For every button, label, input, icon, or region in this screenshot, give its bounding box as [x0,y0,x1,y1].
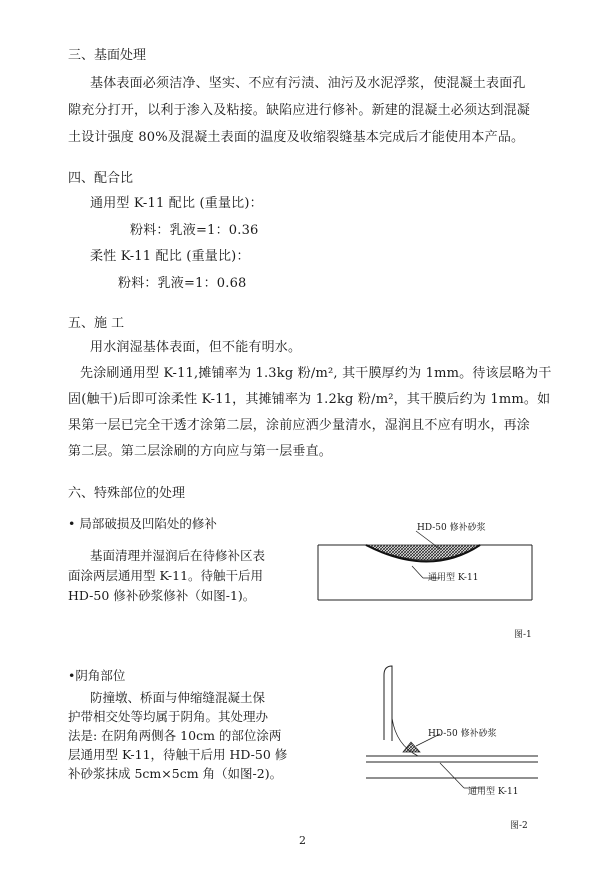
flexible-ratio-label: 柔性 K-11 配比 (重量比)： [90,249,250,264]
section-6-heading: 六、特殊部位的处理 [68,486,186,501]
local-repair-line-1: 基面清理并湿润后在待修补区表 [90,548,266,563]
section-3-line-3: 土设计强度 80%及混凝土表面的温度及收缩裂缝基本完成后才能使用本产品。 [68,130,525,145]
bullet-internal-corner-title: •阴角部位 [68,668,126,683]
fig2-label-k11: 通用型 K-11 [468,787,519,797]
internal-corner-line-3: 法是: 在阴角两侧各 10cm 的部位涂两 [68,728,282,743]
section-3-line-2: 隙充分打开，以利于渗入及粘接。缺陷应进行修补。新建的混凝土必须达到混凝 [68,103,531,118]
section-5-heading: 五、施 工 [68,316,125,331]
internal-corner-line-4: 层通用型 K-11，待触干后用 HD-50 修 [68,747,288,762]
section-4-heading: 四、配合比 [68,171,134,186]
section-5-line-3: 固(触干)后即可涂柔性 K-11，其摊铺率为 1.2kg 粉/m²，其干膜后约为 1mm。如 [68,392,551,407]
section-5-line-1: 用水润湿基体表面，但不能有明水。 [90,340,302,355]
local-repair-line-2: 面涂两层通用型 K-11。待触干后用 [68,568,264,583]
fig2-wall [384,666,392,741]
fig2-label-mortar: HD-50 修补砂浆 [428,729,497,739]
fig1-label-mortar: HD-50 修补砂浆 [417,523,486,533]
section-3-line-1: 基体表面必须洁净、坚实、不应有污渍、油污及水泥浮浆，使混凝土表面孔 [90,76,526,91]
section-5-line-5: 第二层。第二层涂刷的方向应与第一层垂直。 [68,444,333,459]
local-repair-line-3: HD-50 修补砂浆修补（如图-1)。 [68,588,256,603]
bullet-local-repair-title: • 局部破损及凹陷处的修补 [68,516,217,531]
general-ratio-value: 粉料：乳液=1：0.36 [130,223,259,238]
fig2-leader-bottom [440,763,464,788]
fig1-caption: 图-1 [514,630,532,640]
section-3-heading: 三、基面处理 [68,48,147,63]
section-5-line-2: 先涂刷通用型 K-11,摊铺率为 1.3kg 粉/m², 其干膜厚约为 1mm。待该层略为干 [80,366,552,381]
general-ratio-label: 通用型 K-11 配比 (重量比)： [90,196,263,211]
flexible-ratio-value: 粉料：乳液=1：0.68 [118,276,247,291]
section-5-line-4: 果第一层已完全干透才涂第二层，涂前应洒少量清水，湿润且不应有明水，再涂 [68,418,531,433]
internal-corner-line-1: 防撞墩、桥面与伸缩缝混凝土保 [90,690,266,705]
fig2-caption: 图-2 [510,821,528,831]
fig1-label-k11: 通用型 K-11 [428,573,479,583]
page-number: 2 [299,834,306,847]
fig1-leader-bottom [412,566,423,578]
internal-corner-line-2: 护带相交处等均属于阴角。其处理办 [68,709,269,724]
internal-corner-line-5: 补砂浆抹成 5cm×5cm 角（如图-2)。 [68,766,283,781]
